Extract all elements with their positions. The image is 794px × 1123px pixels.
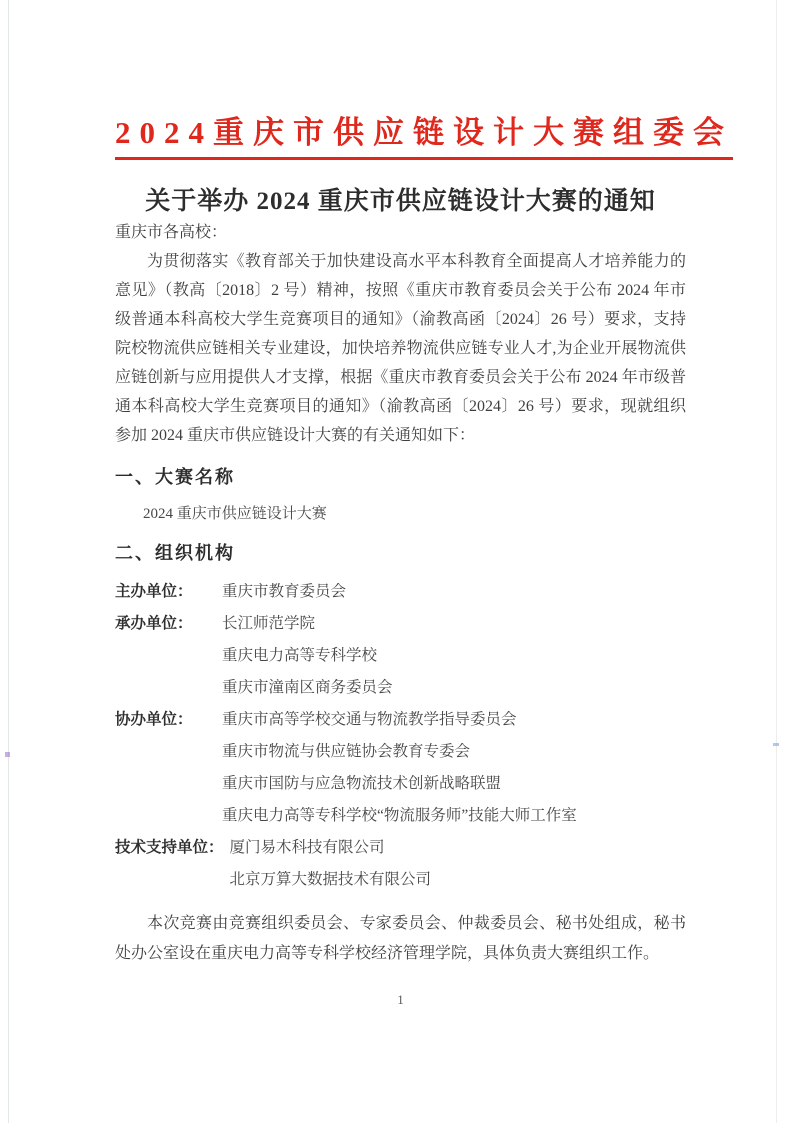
scan-edge-left-artifact [8, 0, 9, 1123]
scan-speck-artifact [773, 743, 779, 746]
section-1-heading: 一、大赛名称 [115, 467, 235, 487]
role-row-undertaker [115, 608, 686, 704]
role-label-coorganizer: 协办单位： [115, 711, 193, 728]
unit-name: 重庆电力高等专科学校“物流服务师”技能大师工作室 [222, 807, 577, 824]
unit-name: 重庆市物流与供应链协会教育专委会 [222, 743, 471, 760]
unit-name: 重庆市教育委员会 [222, 583, 347, 600]
role-row-tech-support [115, 832, 686, 896]
unit-name: 重庆市高等学校交通与物流教学指导委员会 [222, 711, 517, 728]
organizer-title-row [115, 112, 733, 160]
section-2-heading: 二、组织机构 [115, 543, 235, 563]
unit-name: 重庆电力高等专科学校 [222, 647, 378, 664]
role-units-undertaker [222, 608, 686, 704]
unit-name: 重庆市潼南区商务委员会 [222, 679, 393, 696]
closing-paragraph: 本次竞赛由竞赛组织委员会、专家委员会、仲裁委员会、秘书处组成，秘书处办公室设在重庆电力高等专科学校经济管理学院，具体负责大赛组织工作。 [115, 915, 686, 962]
organization-roles [115, 576, 686, 896]
salutation: 重庆市各高校： [115, 224, 228, 241]
role-label-tech-support: 技术支持单位： [115, 839, 224, 856]
unit-name: 厦门易木科技有限公司 [229, 839, 385, 856]
role-units-host [222, 576, 686, 608]
competition-name: 2024 重庆市供应链设计大赛 [143, 506, 327, 522]
notice-title: 关于举办 2024 重庆市供应链设计大赛的通知 [145, 188, 656, 215]
role-row-coorganizer [115, 704, 686, 832]
scan-edge-right-artifact [776, 0, 777, 1123]
role-units-coorganizer [222, 704, 686, 832]
role-label-host: 主办单位： [115, 583, 193, 600]
role-row-host [115, 576, 686, 608]
unit-name: 长江师范学院 [222, 615, 316, 632]
document-content [115, 0, 733, 1009]
page-number: 1 [397, 992, 404, 1007]
unit-name: 重庆市国防与应急物流技术创新战略联盟 [222, 775, 502, 792]
role-label-undertaker: 承办单位： [115, 615, 193, 632]
role-units-tech-support [230, 832, 686, 896]
unit-name: 北京万算大数据技术有限公司 [229, 871, 432, 888]
scan-speck-artifact [5, 752, 10, 757]
intro-paragraph: 为贯彻落实《教育部关于加快建设高水平本科教育全面提高人才培养能力的意见》（教高〔2018〕2 号）精神，按照《重庆市教育委员会关于公布 2024 年市级普通本科高校大学生竞赛项目的通知》（渝教高函〔2024〕26 号）要求，支持院校物流供应链相关专业建设，加快培养物流供应链专业人才,为企业开展物流供应链创新与应用提供人才支撑，根据《重庆市教育委员会关于公布 2024 年市级普通本科高校大学生竞赛项目的通知》（渝教高函〔2024〕26 号）要求，现就组织参加 2024 重庆市供应链设计大赛的有关通知如下： [115, 253, 686, 444]
organizer-title: 2024重庆市供应链设计大赛组委会 [115, 112, 733, 160]
